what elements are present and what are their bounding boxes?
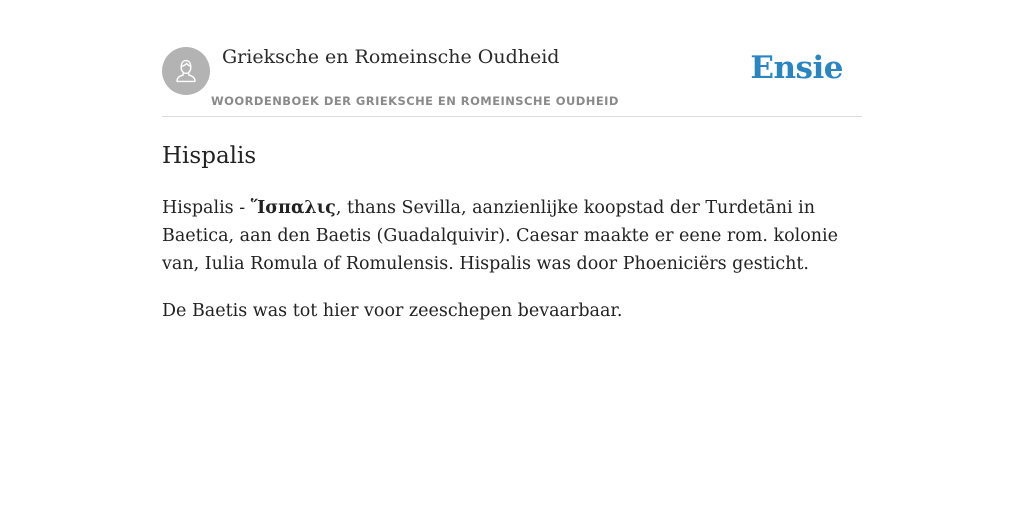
- entry-paragraph-1-rest: , thans Sevilla, aanzienlijke koopstad der Turdetāni in Baetica, aan den Baetis (Guadalquivir). Caesar maakte er eene rom. kolonie van, Iulia Romula of Romulensis. Hispalis was door Phoeniciërs gesticht.: [162, 198, 839, 274]
- page-container: [162, 0, 862, 325]
- entry-paragraph-1-lead: Hispalis -: [162, 198, 251, 218]
- greek-term: Ἵσπαλις: [250, 198, 336, 218]
- entry-paragraph-2: De Baetis was tot hier voor zeeschepen bevaarbaar.: [162, 301, 623, 321]
- source-title-link[interactable]: Grieksche en Romeinsche Oudheid: [222, 46, 560, 68]
- entry-title: Hispalis: [162, 143, 257, 169]
- ensie-logo[interactable]: Ensie: [750, 50, 843, 86]
- source-subtitle: WOORDENBOEK DER GRIEKSCHE EN ROMEINSCHE OUDHEID: [211, 94, 619, 108]
- page-header: [162, 0, 862, 117]
- entry-paragraph-1: [162, 194, 862, 278]
- user-icon: [171, 56, 201, 86]
- source-avatar[interactable]: [162, 47, 210, 95]
- entry-content: [162, 117, 862, 325]
